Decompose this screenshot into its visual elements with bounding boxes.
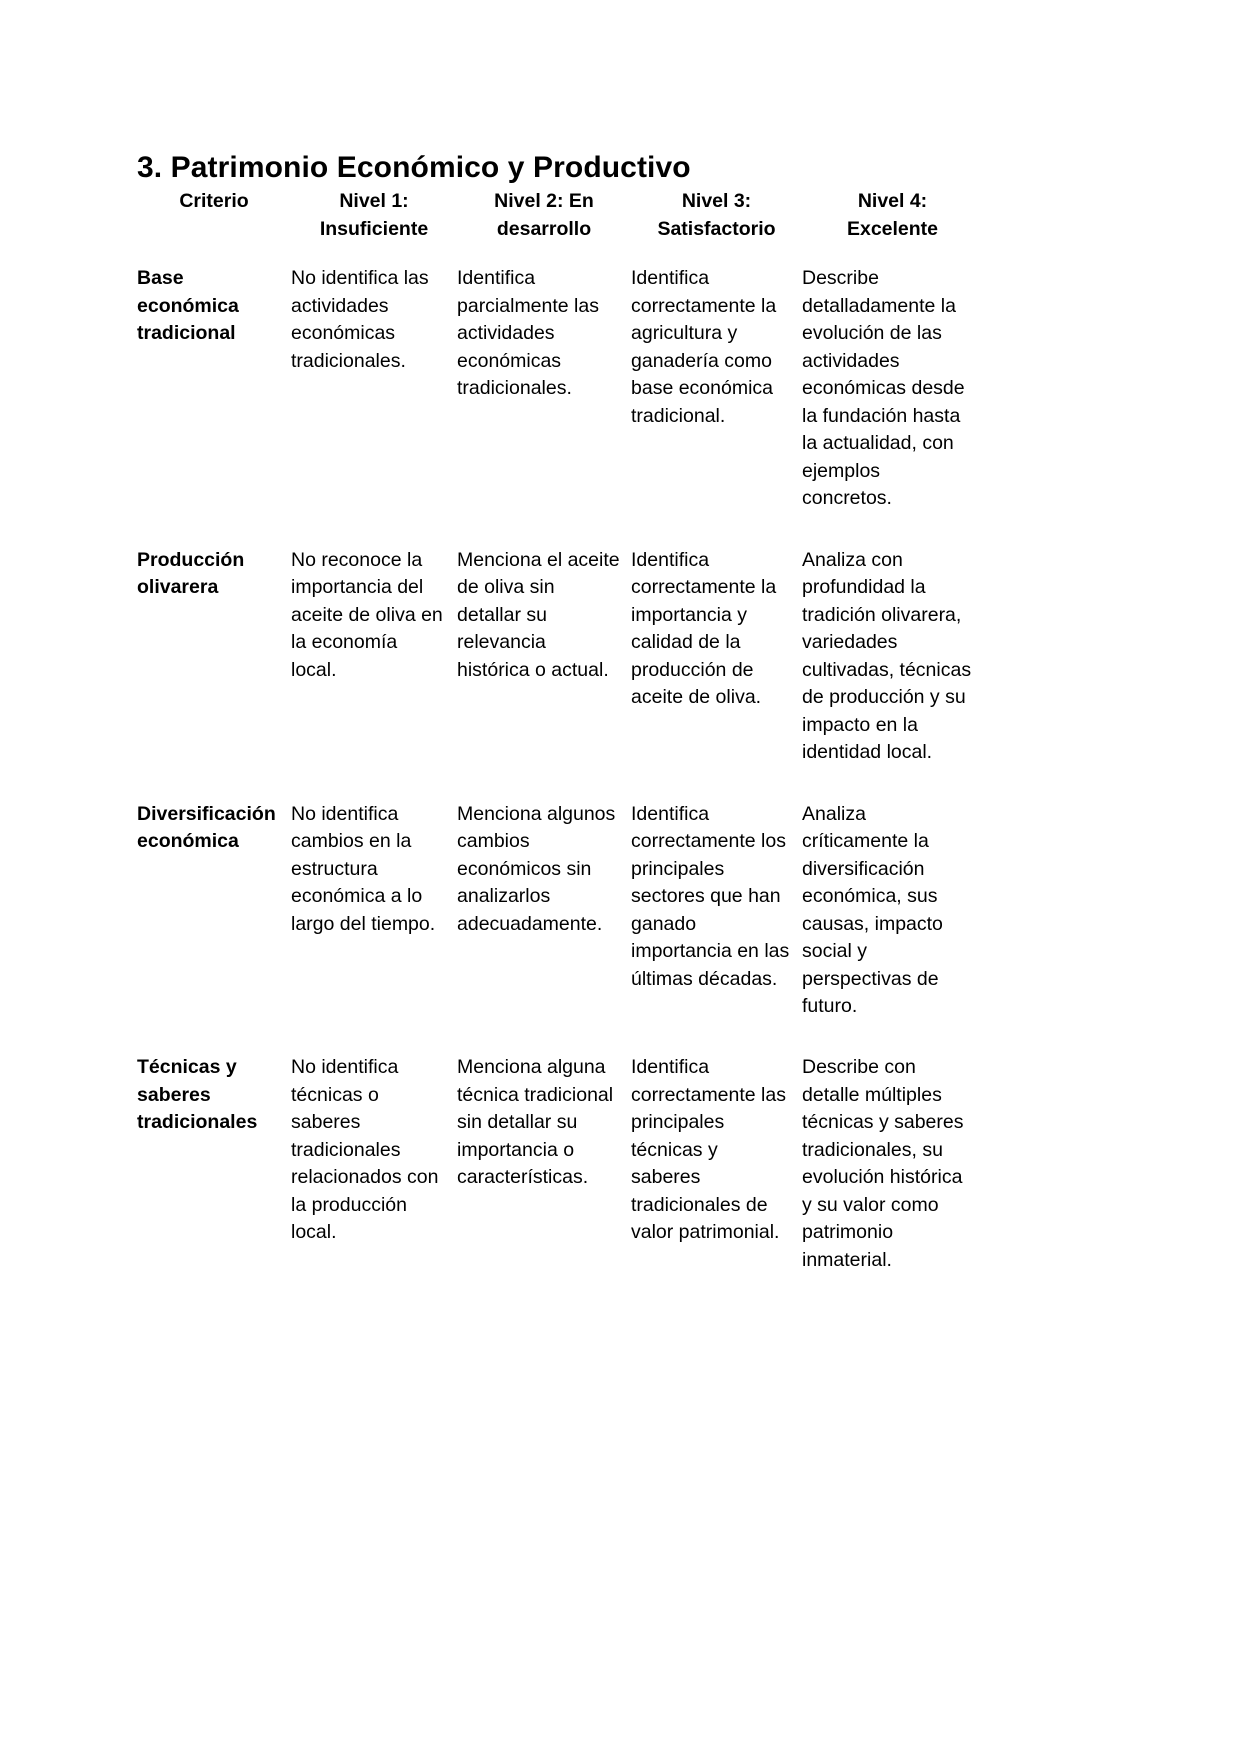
cell-text: No identifica técnicas o saberes tradicionales relacionados con la producción local.: [291, 1056, 439, 1244]
cell-text: Describe detalladamente la evolución de las actividades económicas desde la fundación hasta la actualidad, con ejemplos concretos.: [802, 267, 965, 510]
table-row: [137, 1054, 983, 1274]
table-body: [137, 265, 983, 1274]
cell-text: Describe con detalle múltiples técnicas y saberes tradicionales, su evolución histórica y su valor como patrimonio inmaterial.: [802, 1056, 964, 1271]
row-criterion: [137, 265, 291, 546]
cell-text: Identifica correctamente las principales técnicas y saberes tradicionales de valor patrimonial.: [631, 1056, 786, 1244]
cell-nivel-2: [457, 265, 631, 546]
rubric-table: [137, 188, 983, 1274]
table-header-row: [137, 188, 983, 265]
table-header: [137, 188, 983, 265]
cell-text: Menciona el aceite de oliva sin detallar su relevancia histórica o actual.: [457, 548, 620, 681]
criterion-label: Diversificación económica: [137, 802, 276, 853]
cell-text: Menciona algunos cambios económicos sin analizarlos adecuadamente.: [457, 802, 616, 935]
column-header-criterio: Criterio: [179, 190, 249, 212]
cell-nivel-1: [291, 801, 457, 1055]
cell-text: Analiza críticamente la diversificación económica, sus causas, impacto social y perspectivas de futuro.: [802, 802, 943, 1017]
cell-nivel-3: [631, 801, 802, 1055]
cell-text: No identifica las actividades económicas tradicionales.: [291, 267, 429, 372]
cell-text: Analiza con profundidad la tradición olivarera, variedades cultivadas, técnicas de producción y su impacto en la identidad local.: [802, 548, 972, 764]
column-header-nivel-2: Nivel 2: En desarrollo: [494, 190, 594, 240]
row-criterion: [137, 801, 291, 1055]
cell-text: No identifica cambios en la estructura económica a lo largo del tiempo.: [291, 802, 436, 935]
cell-text: Identifica correctamente la importancia y calidad de la producción de aceite de oliva.: [631, 548, 777, 709]
table-row: [137, 801, 983, 1055]
criterion-label: Producción olivarera: [137, 548, 245, 599]
column-header-nivel-4: Nivel 4: Excelente: [846, 190, 939, 240]
cell-text: Identifica correctamente los principales sectores que han ganado importancia en las últimas décadas.: [631, 802, 790, 990]
column-header-nivel-1: Nivel 1: Insuficiente: [319, 190, 429, 240]
cell-nivel-4: [802, 1054, 983, 1274]
cell-nivel-3: [631, 265, 802, 546]
cell-nivel-4: [802, 801, 983, 1055]
criterion-label: Técnicas y saberes tradicionales: [137, 1056, 258, 1134]
cell-nivel-2: [457, 547, 631, 801]
page-title: 3. Patrimonio Económico y Productivo: [137, 151, 691, 185]
cell-text: Identifica correctamente la agricultura y ganadería como base económica tradicional.: [631, 267, 777, 427]
table-row: [137, 265, 983, 546]
cell-nivel-3: [631, 547, 802, 801]
cell-nivel-1: [291, 265, 457, 546]
cell-nivel-3: [631, 1054, 802, 1274]
cell-nivel-2: [457, 1054, 631, 1274]
table-row: [137, 547, 983, 801]
row-criterion: [137, 547, 291, 801]
cell-nivel-1: [291, 547, 457, 801]
row-criterion: [137, 1054, 291, 1274]
criterion-label: Base económica tradicional: [137, 267, 239, 345]
column-header-nivel-3: Nivel 3: Satisfactorio: [657, 190, 776, 240]
cell-text: Menciona alguna técnica tradicional sin detallar su importancia o características.: [457, 1056, 614, 1189]
cell-text: No reconoce la importancia del aceite de oliva en la economía local.: [291, 548, 443, 681]
cell-nivel-2: [457, 801, 631, 1055]
cell-nivel-4: [802, 265, 983, 546]
cell-text: Identifica parcialmente las actividades económicas tradicionales.: [457, 267, 599, 400]
cell-nivel-1: [291, 1054, 457, 1274]
cell-nivel-4: [802, 547, 983, 801]
